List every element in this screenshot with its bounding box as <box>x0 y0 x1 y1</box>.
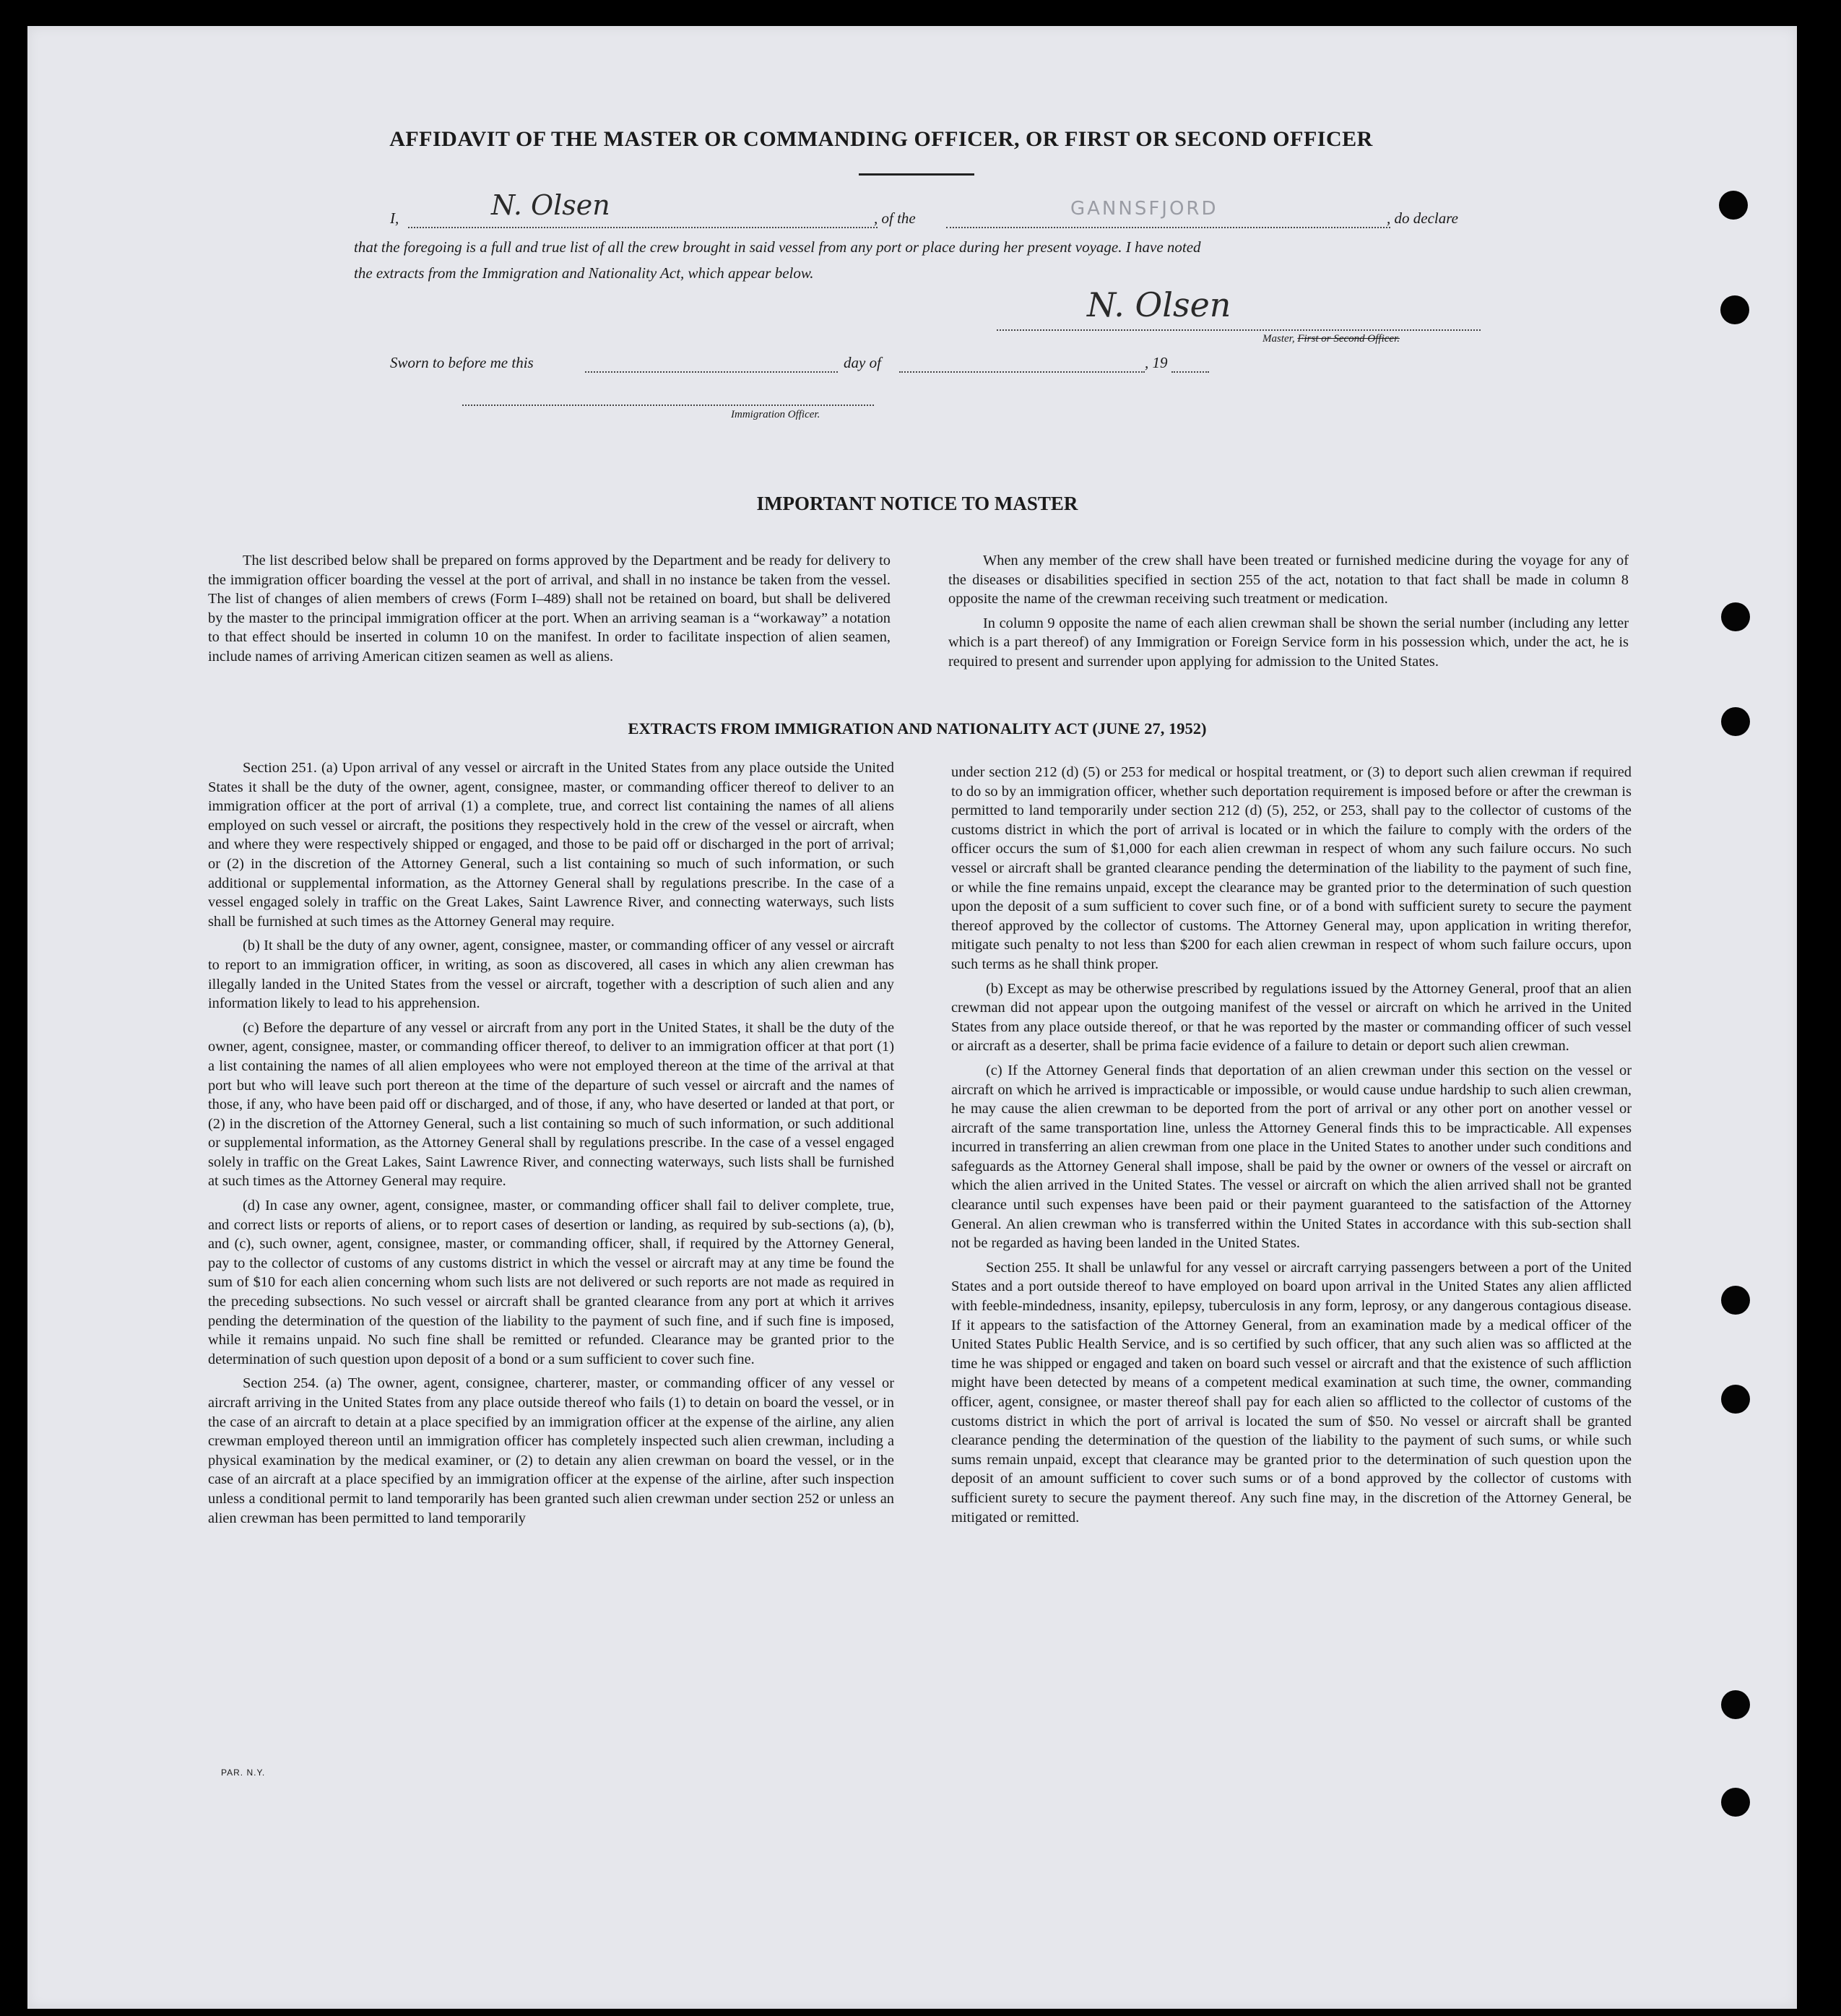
notice-right-paragraph-1: When any member of the crew shall have been treated or furnished medicine during the voyage for any of the diseases or disabilities specified in section 255 of the act, notation to that fact shall be made in column 8 opposite the name of the crewman receiving such treatment or medication. <box>948 553 1629 607</box>
immigration-officer-line <box>462 405 874 406</box>
section-251-a: Section 251. (a) Upon arrival of any vessel or aircraft in the United States from any place outside the United States it shall be the duty of the owner, agent, consignee, master, or commanding officer thereof to deliver to an immigration officer at the port of arrival (1) a complete, true, and correct list containing the names of all aliens employed on such vessel or aircraft, the positions they respectively hold in the crew of the vessel or aircraft, when and where they were respectively shipped or engaged, and those to be paid off or discharged in the port of arrival; or (2) in the discretion of the Attorney General, such a list containing so much of such information, or such additional or supplemental information, as the Attorney General shall by regulations prescribe. In the case of a vessel engaged solely in traffic on the Great Lakes, Saint Lawrence River, and connecting waterways, such lists shall be furnished at such times as the Attorney General may require. <box>208 760 894 930</box>
section-254-b: (b) Except as may be otherwise prescribed by regulations issued by the Attorney General, proof that an alien crewman did not appear upon the outgoing manifest of the vessel or aircraft on which he arrived in the United States from any place outside thereof, or that he was reported by the master or commanding officer of such vessel or aircraft as a deserter, shall be prima facie evidence of a failure to detain or deport such alien crewman. <box>951 980 1632 1055</box>
sworn-month-line <box>899 371 1145 373</box>
declaration-line-1: that the foregoing is a full and true list of all the crew brought in said vessel from any port or place during her present voyage. I have noted <box>354 238 1201 256</box>
notice-right-paragraph-2: In column 9 opposite the name of each alien crewman shall be shown the serial number (including any letter which is a part thereof) of any Immigration or Foreign Service form in his possession which, under the act, he is required to present and surrender upon applying for admission to the United States. <box>948 615 1629 670</box>
officer-name-handwriting: N. Olsen <box>491 189 610 221</box>
section-251-b: (b) It shall be the duty of any owner, agent, consignee, master, or commanding officer of any vessel or aircraft to report to an immigration officer, in writing, as soon as discovered, all cases in which any alien crewman has illegally landed in the United States from the vessel or aircraft, together with a description of such alien and any information likely to lead to his apprehension. <box>208 938 894 1012</box>
notice-title: IMPORTANT NOTICE TO MASTER <box>756 493 1078 514</box>
notice-left-paragraph: The list described below shall be prepared on forms approved by the Department and be ready for delivery to the immigration officer boarding the vessel at the port of arrival, and shall in no instance be taken from the vessel. The list of changes of alien members of crews (Form I–489) shall not be retained on board, but shall be delivered by the master to the principal immigration officer at the port. When an arriving seaman is a “workaway” a notation to that effect should be inserted in column 10 on the manifest. In order to facilitate inspection of alien seamen, include names of arriving American citizen seamen as well as aliens. <box>208 553 891 665</box>
notice-left-column <box>208 551 891 667</box>
extracts-right-column <box>951 763 1632 1527</box>
section-251-d: (d) In case any owner, agent, consignee, master, or commanding officer shall fail to deliver complete, true, and correct lists or reports of aliens, or to report cases of desertion or landing, as required by sub-sections (a), (b), and (c), such owner, agent, consignee, master, or commanding officer, shall, if required by the Attorney General, pay to the collector of customs of any customs district in which the vessel or aircraft may at any time be found the sum of $10 for each alien concerning whom such lists are not delivered or such reports are not made as required in the preceding subsections. No such vessel or aircraft shall be granted clearance from any port at which it arrives pending the determination of the question of the liability to the payment of such fine, and if such fine is imposed, while it remains unpaid. No such fine shall be remitted or refunded. Clearance may be granted prior to the determination of such question upon deposit of a bond or a sum sufficient to cover such fine. <box>208 1198 894 1367</box>
of-the-label: , of the <box>874 209 916 227</box>
punch-hole <box>1720 295 1749 324</box>
notice-right-column <box>948 551 1629 672</box>
signature-caption-master: Master, <box>1262 333 1295 345</box>
signature-caption-struck: First or Second Officer. <box>1297 333 1400 345</box>
title-rule <box>859 173 974 176</box>
sworn-year-line <box>1171 371 1209 373</box>
extracts-left-column <box>208 758 894 1528</box>
punch-hole <box>1721 1690 1750 1719</box>
section-255: Section 255. It shall be unlawful for any vessel or aircraft carrying passengers between a port of the United States and a port outside thereof to have employed on board upon arrival in the United States any alien afflicted with feeble-mindedness, insanity, epilepsy, tuberculosis in any form, leprosy, or any dangerous contagious disease. If it appears to the satisfaction of the Attorney General, from an examination made by a medical officer of the United States Public Health Service, and is so certified by such officer, that any such alien was so afflicted at the time he was shipped or engaged and taken on board such vessel or aircraft and that the existence of such affliction might have been detected by means of a competent medical examination at such time, the owner, commanding officer, agent, consignee, or master thereof shall pay for each alien so afflicted to the collector of customs of the customs district in which the port of arrival is located the sum of $50. No vessel or aircraft shall be granted clearance pending the determination of the question of the liability to the payment of such sums, or while such sums remain unpaid, except that clearance may be granted prior to the determination of such question upon the deposit of an amount sufficient to cover such sums or of a bond approved by the collector of customs with sufficient surety to secure the payment thereof. Any such fine may, in the discretion of the Attorney General, be mitigated or remitted. <box>951 1259 1632 1526</box>
printer-mark: PAR. N.Y. <box>221 1768 266 1778</box>
officer-name-line <box>408 227 878 228</box>
do-declare-label: , do declare <box>1387 209 1458 227</box>
signature-caption <box>1262 333 1400 345</box>
sworn-day-line <box>585 371 838 373</box>
punch-hole <box>1721 707 1750 736</box>
extracts-title: EXTRACTS FROM IMMIGRATION AND NATIONALITY ACT (JUNE 27, 1952) <box>628 719 1207 737</box>
vessel-name-stamp: GANNSFJORD <box>1070 198 1218 220</box>
immigration-officer-label: Immigration Officer. <box>731 409 820 420</box>
i-label: I, <box>390 209 399 227</box>
punch-hole <box>1719 191 1748 220</box>
section-251-c: (c) Before the departure of any vessel or aircraft from any port in the United States, it shall be the duty of the owner, agent, consignee, master, or commanding officer thereof, to deliver to an immigration officer at that port (1) a list containing the names of all alien employees who were not employed thereon at the time of the arrival at that port but who will leave such port thereon at the time of the departure of such vessel or aircraft and the names of those, if any, who have been paid off or discharged, and of those, if any, who have deserted or landed at that port, or (2) in the discretion of the Attorney General, such a list containing so much of such information, or such additional or supplemental information, as the Attorney General shall by regulations prescribe. In the case of a vessel engaged solely in traffic on the Great Lakes, Saint Lawrence River, and connecting waterways, such lists shall be furnished at such times as the Attorney General may require. <box>208 1019 894 1190</box>
master-signature: N. Olsen <box>1087 285 1231 324</box>
section-254-a-continued: under section 212 (d) (5) or 253 for medical or hospital treatment, or (3) to deport such alien crewman if required to do so by an immigration officer, whether such deportation requirement is imposed before or after the crewman is permitted to land temporarily under section 212 (d) (5), 252, or 253, shall pay to the collector of customs of the customs district in which the port of arrival is located or in which the failure to comply with the orders of the officer occurs the sum of $1,000 for each alien crewman in respect of whom any such failure occurs. No such vessel or aircraft shall be granted clearance pending the determination of the liability to the payment of such fine, or while the fine remains unpaid, except the clearance may be granted prior to the determination of such question upon the deposit of a sum sufficient to cover such fine, or of a bond with sufficient surety to secure the payment thereof approved by the collector of customs. The Attorney General may, upon application in writing therefor, mitigate such penalty to not less than $200 for each alien crewman in respect of whom such failure occurs, upon such terms as he shall think proper. <box>951 764 1632 972</box>
sworn-label: Sworn to before me this <box>390 354 534 371</box>
affidavit-title: AFFIDAVIT OF THE MASTER OR COMMANDING OFFICER, OR FIRST OR SECOND OFFICER <box>389 127 1373 151</box>
punch-hole <box>1721 1385 1750 1414</box>
day-of-label: day of <box>844 354 881 371</box>
signature-line <box>997 329 1481 331</box>
punch-hole <box>1721 602 1750 631</box>
punch-hole <box>1721 1788 1750 1817</box>
declaration-line-2: the extracts from the Immigration and Nationality Act, which appear below. <box>354 264 814 282</box>
section-254-c: (c) If the Attorney General finds that deportation of an alien crewman under this section on the vessel or aircraft on which he arrived is impracticable or impossible, or would cause undue hardship to such alien crewman, he may cause the alien crewman to be deported from the port of arrival or any other port on another vessel or aircraft of the same transportation line, unless the Attorney General finds this to be impracticable. All expenses incurred in transferring an alien crewman from one place in the United States to another under such conditions and safeguards as the Attorney General shall impose, shall be paid by the owner or owners of the vessel or aircraft on which the alien arrived in the United States. The vessel or aircraft on which the alien arrived shall not be granted clearance until such expenses have been paid or their payment guaranteed to the satisfaction of the Attorney General. An alien crewman who is transferred within the United States in accordance with this sub-section shall not be regarded as having been landed in the United States. <box>951 1062 1632 1252</box>
section-254-a: Section 254. (a) The owner, agent, consignee, charterer, master, or commanding officer of any vessel or aircraft arriving in the United States from any place outside thereof who fails (1) to detain on board the vessel, or in the case of an aircraft to detain at a place specified by an immigration officer at the expense of the airline, any alien crewman employed thereon until an immigration officer has completely inspected such alien crewman, including a physical examination by the medical examiner, or (2) to detain any alien crewman on board the vessel, or in the case of an aircraft at a place specified by an immigration officer at the expense of the airline, after such inspection unless a conditional permit to land temporarily has been granted such alien crewman under section 252 or unless an alien crewman has been permitted to land temporarily <box>208 1375 894 1526</box>
vessel-name-line <box>946 227 1390 228</box>
punch-hole <box>1721 1286 1750 1315</box>
year-label: , 19 <box>1145 354 1168 371</box>
